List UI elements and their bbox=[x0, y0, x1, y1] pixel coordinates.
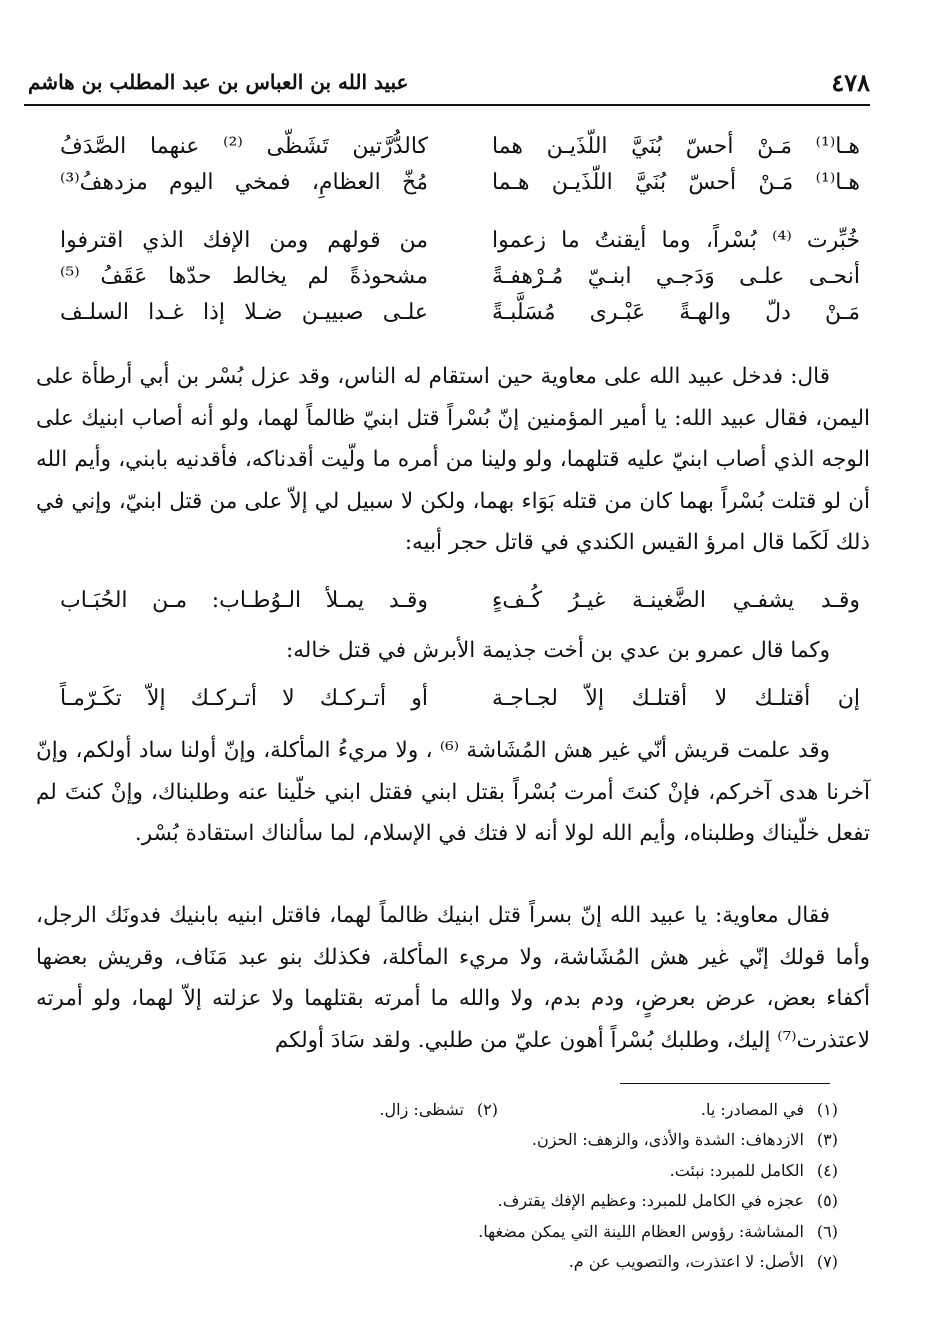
poem-block-1 bbox=[60, 128, 860, 200]
poem-line bbox=[60, 128, 860, 164]
poem-hemistich-left: من قولهم ومن الإفك الذي اقترفوا bbox=[60, 227, 428, 253]
footnote-separator bbox=[620, 1083, 830, 1084]
prose-paragraph-2 bbox=[36, 630, 870, 672]
verse-line-2 bbox=[60, 680, 860, 716]
poem-hemistich-right: مَـنْ دلّ والهـةً عَبْـرى مُسَلَّبـةً bbox=[492, 299, 860, 325]
header-rule bbox=[24, 104, 870, 106]
poem-line bbox=[60, 164, 860, 200]
footnote-row bbox=[60, 1247, 838, 1278]
paragraph-text: فقال معاوية: يا عبيد الله إنّ بسراً قتل ابنيك ظالماً لهما، فاقتل ابنيه بابنيك فدونَك الرجل، وأما قولك إنّي غير هش المُشَاشة، ولا مريء المأكلة، فكذلك بنو عبد مَنَاف، وقريش بعضها أكفاء بعض، عرض بعرضٍ، ودم بدم، ولا والله ما أمرته بقتلهما ولا عزلته إلاّ لهما، ولو أمرته لاعتذرت⁽⁷⁾ إليك، وطلبك بُسْراً أهون عليّ من طلبي. ولقد سَادَ أولكم bbox=[36, 903, 870, 1053]
poem-line bbox=[60, 222, 860, 258]
poem-hemistich-right: أنحـى علـى وَدَجـي ابنـيّ مُـرْهفـةً bbox=[492, 263, 860, 289]
verse-line-1 bbox=[60, 582, 860, 618]
poem-line bbox=[60, 582, 860, 618]
page-number: ٤٧٨ bbox=[831, 68, 870, 97]
poem-hemistich-right: وقـد يشفـي الضَّغينـة غيـرُ كُـفءٍ bbox=[492, 587, 860, 613]
prose-paragraph-1 bbox=[36, 356, 870, 564]
poem-hemistich-left: علـى صبييـن ضـلا إذا غـدا السلـف bbox=[60, 299, 428, 325]
footnote-row bbox=[60, 1094, 838, 1125]
footnote-number: (٢) bbox=[476, 1099, 498, 1119]
poem-hemistich-right: هـا⁽¹⁾ مَـنْ أحسّ بُنَيَّ اللّذَيـن هما bbox=[492, 133, 860, 159]
footnote-number: (٧) bbox=[816, 1252, 838, 1272]
poem-block-2 bbox=[60, 222, 860, 330]
footnote-number: (٣) bbox=[816, 1130, 838, 1150]
footnote-row bbox=[60, 1125, 838, 1156]
footnote-text: المشاشة: رؤوس العظام اللينة التي يمكن مضغها. bbox=[478, 1221, 804, 1241]
footnote-number: (٥) bbox=[816, 1191, 838, 1211]
poem-hemistich-right: هـا⁽¹⁾ مَـنْ أحسّ بُنَيَّ اللّذَيـن هـما bbox=[492, 169, 860, 195]
running-head: عبيد الله بن العباس بن عبد المطلب بن هاشم bbox=[28, 70, 409, 94]
footnote-text: الأصل: لا اعتذرت، والتصويب عن م. bbox=[568, 1252, 804, 1272]
paragraph-text: قال: فدخل عبيد الله على معاوية حين استقام له الناس، وقد عزل بُسْر بن أبي أرطأة على اليمن، فقال عبيد الله: يا أمير المؤمنين إنّ بُسْراً قتل ابنيّ ظالماً لهما، ولو أنه أصاب ابنيك على الوجه الذي أصاب ابنيّ عليه قتلهما، ولو ولينا من أمره ما ولّيت أقدناكه، فأقدنيه بابني، وأيم الله أن لو قتلت بُسْراً بهما كان من قتله بَوَاء بهما، ولكن لا سبيل لي إلاّ على من قتل ابنيّ، وإني في ذلك لَكَما قال امرؤ القيس الكندي في قاتل حجر أبيه: bbox=[36, 364, 870, 555]
poem-hemistich-right: إن أقتلـك لا أقتلـك إلاّ لجـاجـة bbox=[492, 685, 860, 711]
poem-line bbox=[60, 294, 860, 330]
poem-hemistich-left: وقـد يمـلأ الـوُطـاب: مـن الحُبَـاب bbox=[60, 587, 428, 613]
poem-hemistich-left: كالدُّرَّتين تَشَظّى ⁽²⁾ عنهما الصَّدَفُ bbox=[60, 133, 428, 159]
footnote-text: تشظى: زال. bbox=[379, 1099, 464, 1119]
poem-line bbox=[60, 680, 860, 716]
footnote-text: في المصادر: يا. bbox=[700, 1099, 804, 1119]
poem-hemistich-right: خُبِّرت ⁽⁴⁾ بُسْراً، وما أيقنتُ ما زعموا bbox=[492, 227, 861, 253]
footnote-text: عجزه في الكامل للمبرد: وعظيم الإفك يقترف. bbox=[497, 1191, 804, 1211]
prose-paragraph-4 bbox=[36, 895, 870, 1061]
poem-hemistich-left: مُخّ العظامِ، فمخي اليوم مزدهفُ⁽³⁾ bbox=[60, 169, 428, 195]
footnote-row bbox=[60, 1155, 838, 1186]
footnote-text: الازدهاف: الشدة والأذى، والزهف: الحزن. bbox=[531, 1130, 804, 1150]
paragraph-text: وكما قال عمرو بن عدي بن أخت جذيمة الأبرش في قتل خاله: bbox=[286, 638, 830, 663]
poem-line bbox=[60, 258, 860, 294]
footnote-number: (٤) bbox=[816, 1160, 838, 1180]
footnote-item bbox=[498, 1100, 838, 1119]
footnote-text: الكامل للمبرد: نبئت. bbox=[669, 1160, 804, 1180]
footnote-item bbox=[158, 1100, 498, 1119]
footnote-row bbox=[60, 1186, 838, 1217]
page-header bbox=[28, 66, 870, 100]
prose-paragraph-3 bbox=[36, 730, 870, 855]
footnote-number: (٦) bbox=[816, 1221, 838, 1241]
paragraph-text: وقد علمت قريش أنّي غير هش المُشَاشة ⁽⁶⁾ ، ولا مريءُ المأكلة، وإنّ أولنا ساد أولكم، وإنّ آخرنا هدى آخركم، فإنْ كنتَ أمرت بُسْراً بقتل ابني فقتل ابني خلّينا عنه وطلبناك، وإنْ كنتَ لم تفعل خلّيناك وطلبناه، وأيم الله لولا أنه لا فتك في الإسلام، لما سألناك استقادة بُسْر. bbox=[36, 738, 870, 846]
footnotes bbox=[60, 1094, 838, 1277]
poem-hemistich-left: أو أتـركـك لا أتـركـك إلاّ تكَـرّمـاً bbox=[60, 685, 428, 711]
footnote-number: (١) bbox=[816, 1099, 838, 1119]
poem-hemistich-left: مشحوذةً لم يخالط حدّها عَقَفُ ⁽⁵⁾ bbox=[60, 263, 428, 289]
footnote-row bbox=[60, 1216, 838, 1247]
